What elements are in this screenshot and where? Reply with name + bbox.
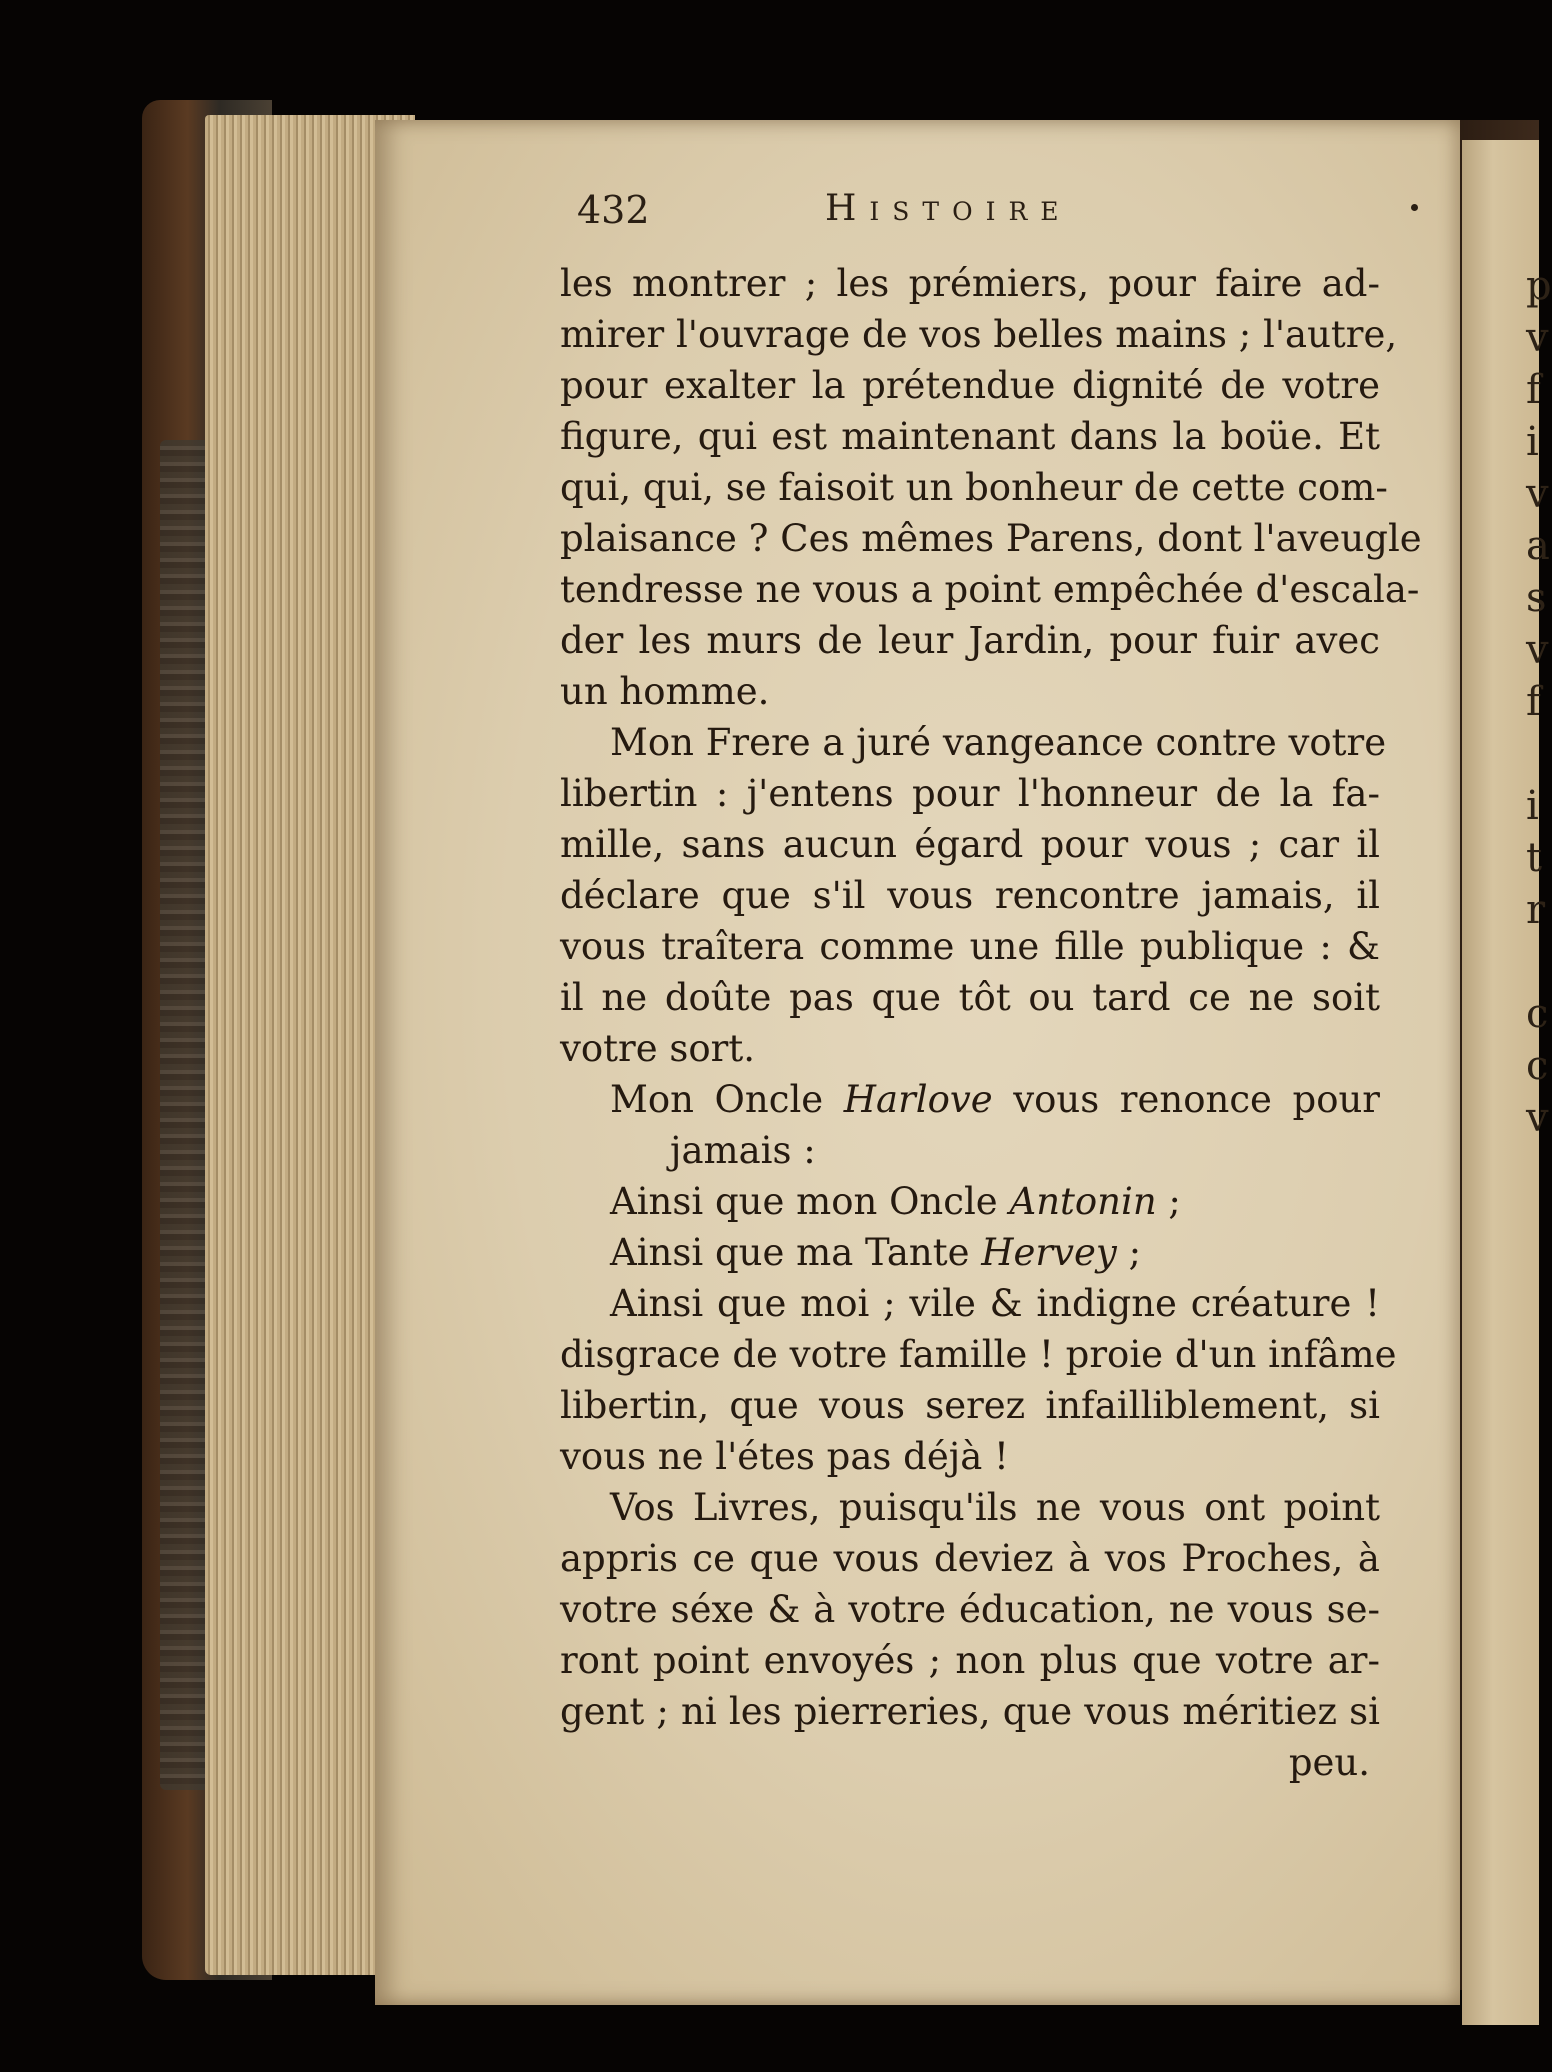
facing-page-fragment: s bbox=[1526, 575, 1547, 621]
facing-page-fragment bbox=[1526, 936, 1539, 988]
facing-page-fragment: i bbox=[1526, 419, 1539, 465]
text-line: votre sort. bbox=[560, 1027, 755, 1070]
page-text bbox=[560, 258, 1422, 1788]
ink-mark bbox=[1411, 204, 1418, 211]
text-line: gent ; ni les pierreries, que vous méritiez si bbox=[560, 1690, 1380, 1733]
text-line: qui, qui, se faisoit un bonheur de cette com- bbox=[560, 466, 1388, 509]
italic-name: Harlove bbox=[843, 1078, 993, 1121]
text-line: libertin, que vous serez infailliblement, si bbox=[560, 1384, 1380, 1427]
text-line: mirer l'ouvrage de vos belles mains ; l'autre, bbox=[560, 313, 1398, 356]
text-line: Ainsi que ma Tante Hervey ; bbox=[610, 1231, 1142, 1274]
text-line: les montrer ; les prémiers, pour faire ad- bbox=[560, 262, 1380, 305]
text-line: vous traîtera comme une fille publique : & bbox=[560, 925, 1380, 968]
facing-page-text-fragments bbox=[1526, 260, 1552, 1760]
facing-page-fragment: c bbox=[1526, 1043, 1549, 1089]
running-title: Histoire bbox=[825, 188, 1072, 229]
facing-page-fragment: f bbox=[1526, 367, 1541, 413]
text-line: pour exalter la prétendue dignité de votre bbox=[560, 364, 1380, 407]
text-line: peu. bbox=[1288, 1741, 1370, 1784]
text-line: un homme. bbox=[560, 670, 770, 713]
text-line: déclare que s'il vous rencontre jamais, il bbox=[560, 874, 1380, 917]
facing-page-fragment: v bbox=[1526, 627, 1549, 673]
facing-page-fragment: f bbox=[1526, 679, 1541, 725]
text-line: plaisance ? Ces mêmes Parens, dont l'aveugle bbox=[560, 517, 1422, 560]
facing-page-fragment: a bbox=[1526, 523, 1550, 569]
italic-name: Hervey bbox=[981, 1231, 1117, 1274]
text-line: mille, sans aucun égard pour vous ; car il bbox=[560, 823, 1380, 866]
text-line: Mon Frere a juré vangeance contre votre bbox=[610, 721, 1387, 764]
facing-page-fragment: v bbox=[1526, 315, 1549, 361]
facing-page-fragment: v bbox=[1526, 1095, 1549, 1141]
text-line: tendresse ne vous a point empêchée d'escala- bbox=[560, 568, 1420, 611]
text-line: Ainsi que mon Oncle Antonin ; bbox=[610, 1180, 1181, 1223]
text-line: Vos Livres, puisqu'ils ne vous ont point bbox=[610, 1486, 1380, 1529]
text-line: disgrace de votre famille ! proie d'un infâme bbox=[560, 1333, 1397, 1376]
text-line: vous ne l'étes pas déjà ! bbox=[560, 1435, 1009, 1478]
running-head bbox=[577, 188, 1437, 238]
facing-page-fragment: t bbox=[1526, 835, 1543, 881]
text-line: ront point envoyés ; non plus que votre ar- bbox=[560, 1639, 1380, 1682]
text-line: Ainsi que moi ; vile & indigne créature ! bbox=[610, 1282, 1380, 1325]
facing-page-fragment: i bbox=[1526, 783, 1539, 829]
page-number: 432 bbox=[577, 188, 650, 232]
text-line: Mon Oncle Harlove vous renonce pour bbox=[610, 1078, 1380, 1121]
text-line: il ne doûte pas que tôt ou tard ce ne soit bbox=[560, 976, 1380, 1019]
text-line: libertin : j'entens pour l'honneur de la fa- bbox=[560, 772, 1380, 815]
text-line: jamais : bbox=[670, 1129, 816, 1172]
text-line: figure, qui est maintenant dans la boüe. Et bbox=[560, 415, 1380, 458]
facing-page-fragment: p bbox=[1526, 263, 1552, 309]
italic-name: Antonin bbox=[1009, 1180, 1157, 1223]
text-line: votre séxe & à votre éducation, ne vous se- bbox=[560, 1588, 1380, 1631]
facing-page-fragment: c bbox=[1526, 991, 1549, 1037]
facing-page-fragment: v bbox=[1526, 471, 1549, 517]
text-line: appris ce que vous deviez à vos Proches, à bbox=[560, 1537, 1380, 1580]
facing-page-fragment: r bbox=[1526, 887, 1546, 933]
facing-page-fragment bbox=[1526, 728, 1539, 780]
text-line: der les murs de leur Jardin, pour fuir avec bbox=[560, 619, 1380, 662]
